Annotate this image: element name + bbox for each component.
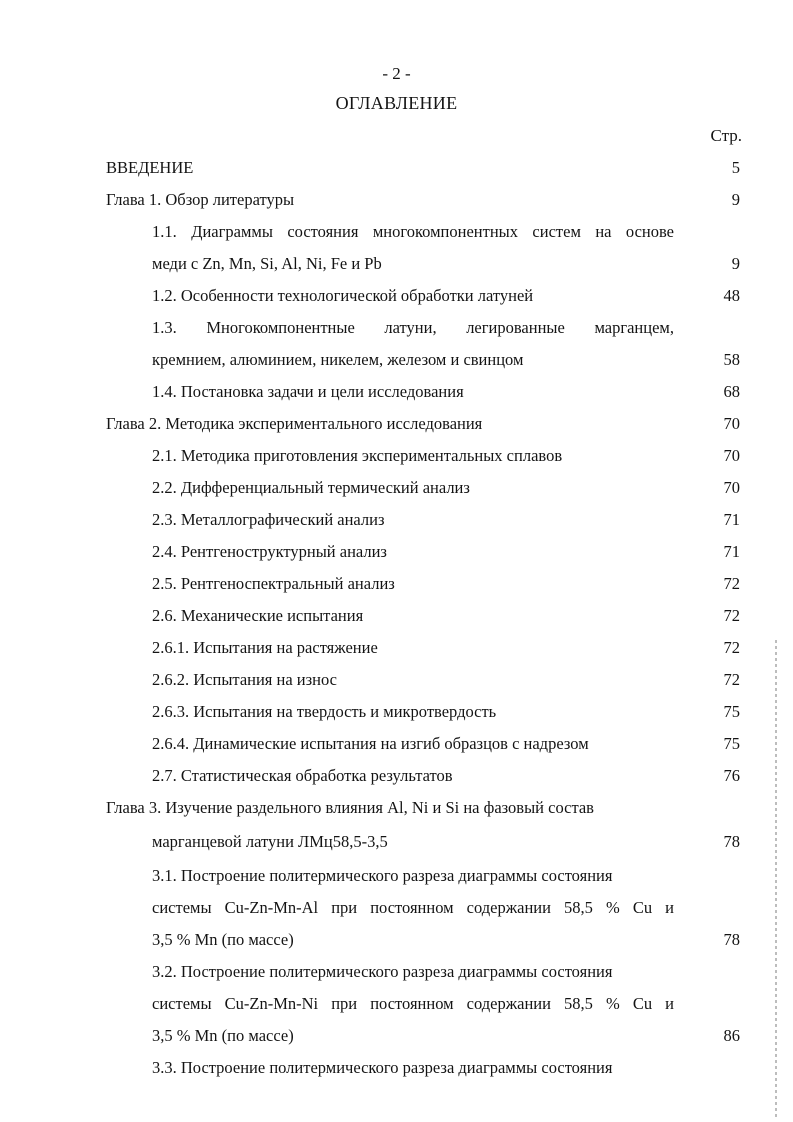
toc-entry-text: 2.5. Рентгеноспектральный анализ <box>152 574 395 593</box>
toc-entry-text: 3,5 % Mn (по массе) <box>152 1026 294 1045</box>
toc-entry-page: 9 <box>731 254 740 273</box>
toc-entry-page: 72 <box>723 606 740 625</box>
toc-entry-page: 70 <box>723 478 740 497</box>
toc-entry-page: 68 <box>723 382 740 401</box>
toc-entry-page: 58 <box>723 350 740 369</box>
toc-entry-text: ВВЕДЕНИЕ <box>106 158 194 177</box>
toc-entry-text: Глава 3. Изучение раздельного влияния Al, Ni и Si на фазовый состав <box>106 798 594 817</box>
toc-entry-page: 9 <box>731 190 740 209</box>
toc-entry-page: 86 <box>723 1026 740 1045</box>
toc-entry-text: Глава 2. Методика экспериментального исследования <box>106 414 483 433</box>
toc-entry-text: 1.4. Постановка задачи и цели исследования <box>152 382 464 401</box>
toc-entry-page: 75 <box>723 702 740 721</box>
toc-entry-text: 2.7. Статистическая обработка результатов <box>152 766 453 785</box>
toc-entry-text: 2.6.3. Испытания на твердость и микротвердость <box>152 702 497 721</box>
toc-entry-page: 5 <box>731 158 740 177</box>
toc-entry-text: меди с Zn, Mn, Si, Al, Ni, Fe и Pb <box>152 254 382 273</box>
toc-entry-page: 70 <box>723 414 740 433</box>
toc-entry-text: 2.6.2. Испытания на износ <box>152 670 337 689</box>
toc-entry-text: 3,5 % Mn (по массе) <box>152 930 294 949</box>
toc-entry-page: 78 <box>723 930 740 949</box>
page-title: ОГЛАВЛЕНИЕ <box>335 93 458 113</box>
page-column-header: Стр. <box>710 126 742 145</box>
toc-entry-text: 1.1. Диаграммы состояния многокомпонентных систем на основе <box>152 222 674 241</box>
toc-entry-text: марганцевой латуни ЛМц58,5-3,5 <box>152 832 388 851</box>
toc-entry-text: 2.6. Механические испытания <box>152 606 364 625</box>
toc-entry-text: кремнием, алюминием, никелем, железом и свинцом <box>152 350 524 369</box>
toc-entry-text: 2.6.4. Динамические испытания на изгиб образцов с надрезом <box>152 734 589 753</box>
toc-entry-text: системы Cu-Zn-Mn-Ni при постоянном содержании 58,5 % Cu и <box>152 994 674 1013</box>
toc-entry-text: 2.6.1. Испытания на растяжение <box>152 638 378 657</box>
toc-entry-text: 2.3. Металлографический анализ <box>152 510 385 529</box>
toc-entry-page: 72 <box>723 574 740 593</box>
toc-entry-text: 1.3. Многокомпонентные латуни, легированные марганцем, <box>152 318 674 337</box>
toc-entry-text: 3.2. Построение политермического разреза диаграммы состояния <box>152 962 613 981</box>
page-number: - 2 - <box>382 64 411 83</box>
toc-entry-text: 2.4. Рентгеноструктурный анализ <box>152 542 387 561</box>
toc-entry-text: 3.1. Построение политермического разреза диаграммы состояния <box>152 866 613 885</box>
toc-entry-text: Глава 1. Обзор литературы <box>106 190 295 209</box>
toc-entry-page: 71 <box>723 510 740 529</box>
toc-entry-page: 75 <box>723 734 740 753</box>
toc-entry-page: 76 <box>723 766 740 785</box>
toc-entry-page: 72 <box>723 638 740 657</box>
toc-entry-text: 3.3. Построение политермического разреза диаграммы состояния <box>152 1058 613 1077</box>
toc-entry-text: 1.2. Особенности технологической обработки латуней <box>152 286 534 305</box>
toc-entry-text: 2.2. Дифференциальный термический анализ <box>152 478 470 497</box>
toc-entry-page: 70 <box>723 446 740 465</box>
toc-entry-page: 48 <box>723 286 740 305</box>
scan-edge-artifact <box>775 640 777 1120</box>
toc-entry-page: 72 <box>723 670 740 689</box>
toc-entry-text: 2.1. Методика приготовления экспериментальных сплавов <box>152 446 563 465</box>
toc-entry-text: системы Cu-Zn-Mn-Al при постоянном содержании 58,5 % Cu и <box>152 898 674 917</box>
toc-entry-page: 71 <box>723 542 740 561</box>
toc-entry-page: 78 <box>723 832 740 851</box>
